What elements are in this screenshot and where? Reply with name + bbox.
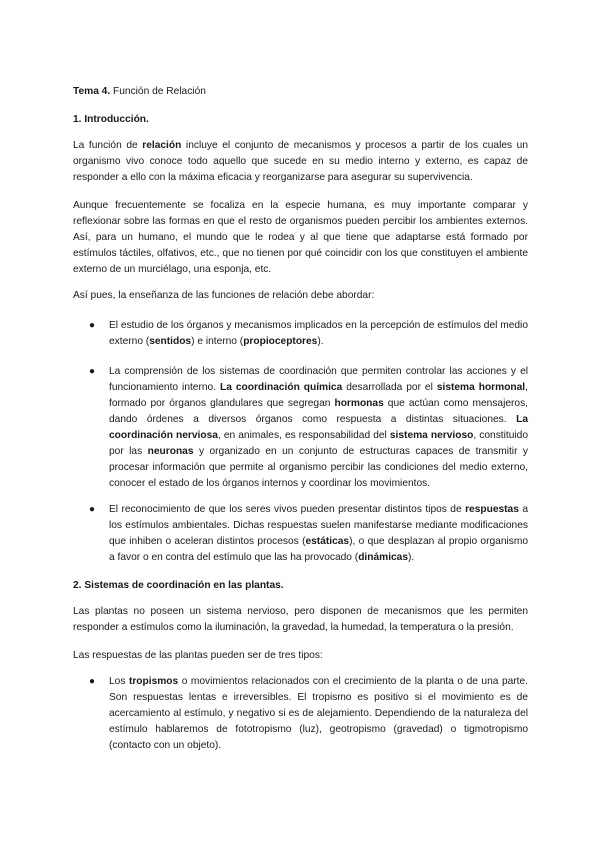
bold-term: estáticas xyxy=(305,536,350,547)
text-run: , en animales, es responsabilidad del xyxy=(217,430,390,441)
bold-term: sentidos xyxy=(149,336,192,347)
bullet-icon: ● xyxy=(89,504,96,515)
section-2-heading-text: 2. Sistemas de coordinación en las plantas. xyxy=(73,580,284,591)
text-run: , formado por órganos glandulares que segregan xyxy=(109,382,528,409)
bullet-icon: ● xyxy=(89,366,96,377)
bold-term: sistema hormonal xyxy=(436,382,526,393)
text-run: a los estímulos ambientales. Dichas respuestas suelen manifestarse mediante modificaciones que inhiben o aceleran distintos procesos ( xyxy=(109,504,528,547)
text-run: La comprensión de los sistemas de coordinación que permiten controlar las acciones y el funcionamiento interno. xyxy=(109,366,528,393)
list-item-text xyxy=(109,502,528,566)
bold-term: propioceptores xyxy=(243,336,318,347)
bold-term: hormonas xyxy=(334,398,384,409)
plants-paragraph-1 xyxy=(73,604,528,636)
bold-term: neuronas xyxy=(147,446,194,457)
text-run: incluye el conjunto de mecanismos y procesos a partir de los cuales un organismo vivo conoce todo aquello que sucede en su medio interno y externo, es capaz de responder a ello con la máxima eficacia y reorganizarse para asegurar su supervivencia. xyxy=(73,140,528,183)
text-run: desarrollada por el xyxy=(342,382,437,393)
plants-paragraph-2 xyxy=(73,648,528,664)
document-title xyxy=(73,84,528,100)
list-item-text xyxy=(109,364,528,492)
bold-term: tropismos xyxy=(128,676,179,687)
text-run: ). xyxy=(317,336,324,347)
text-run: ), o que desplazan al propio organismo a favor o en contra del estímulo que las ha provocado ( xyxy=(109,536,528,563)
bold-term: La coordinación química xyxy=(220,382,343,393)
section-1-heading-text: 1. Introducción. xyxy=(73,114,149,125)
text-run: y organizado en un conjunto de estructuras capaces de transmitir y procesar información que permite al organismo percibir las condiciones del medio externo, conocer el estado de los órganos internos y coordinar los movimientos. xyxy=(109,446,528,489)
text-run: ). xyxy=(408,552,415,563)
bold-term: La coordinación nerviosa xyxy=(109,414,528,441)
bold-term: sistema nervioso xyxy=(389,430,474,441)
text-run: que actúan como mensajeros, dando órdenes a diversos órganos como respuesta a distintas situaciones. xyxy=(109,398,528,425)
text-run: Las plantas no poseen un sistema nervioso, pero disponen de mecanismos que les permiten responder a estímulos como la iluminación, la gravedad, la humedad, la temperatura o la presión. xyxy=(73,606,528,633)
list-item-text xyxy=(109,318,528,350)
text-run: La función de xyxy=(73,140,143,151)
text-run: Así pues, la enseñanza de las funciones de relación debe abordar: xyxy=(73,290,375,301)
title-text: Función de Relación xyxy=(110,86,206,97)
text-run: Las respuestas de las plantas pueden ser de tres tipos: xyxy=(73,650,323,661)
text-run: ) e interno ( xyxy=(191,336,244,347)
section-2-heading xyxy=(73,578,528,594)
section-1-heading xyxy=(73,112,528,128)
bullet-icon: ● xyxy=(89,676,96,687)
text-run: Los xyxy=(109,676,129,687)
bold-term: respuestas xyxy=(465,504,519,515)
bold-term: relación xyxy=(142,140,182,151)
intro-paragraph-2 xyxy=(73,198,528,278)
text-run: Aunque frecuentemente se focaliza en la especie humana, es muy importante comparar y reflexionar sobre las formas en que el resto de organismos pueden percibir los ambientes externos. Así, para un humano, el mundo que le rodea y al que tiene que adaptarse está formado por estímulos táctiles, olfativos, etc., que no tienen por qué coincidir con los que constituyen el ambiente externo de un murciélago, una esponja, etc. xyxy=(73,200,528,275)
intro-paragraph-3 xyxy=(73,288,528,304)
text-run: , constituido por las xyxy=(109,430,528,457)
list-item-text xyxy=(109,674,528,754)
text-run: El reconocimiento de que los seres vivos pueden presentar distintos tipos de xyxy=(109,504,466,515)
bullet-icon: ● xyxy=(89,320,96,331)
bold-term: dinámicas xyxy=(358,552,409,563)
intro-paragraph-1 xyxy=(73,138,528,186)
text-run: El estudio de los órganos y mecanismos implicados en la percepción de estímulos del medio externo ( xyxy=(109,320,528,347)
text-run: o movimientos relacionados con el crecimiento de la planta o de una parte. Son respuestas lentas e irreversibles. El tropismo es positivo si el movimiento es de acercamiento al estímulo, y negativo si es de alejamiento. Dependiendo de la naturaleza del estímulo hablaremos de fototropismo (luz), geotropismo (gravedad) o tigmotropismo (contacto con un objeto). xyxy=(109,676,528,751)
title-bold: Tema 4. xyxy=(73,86,111,97)
